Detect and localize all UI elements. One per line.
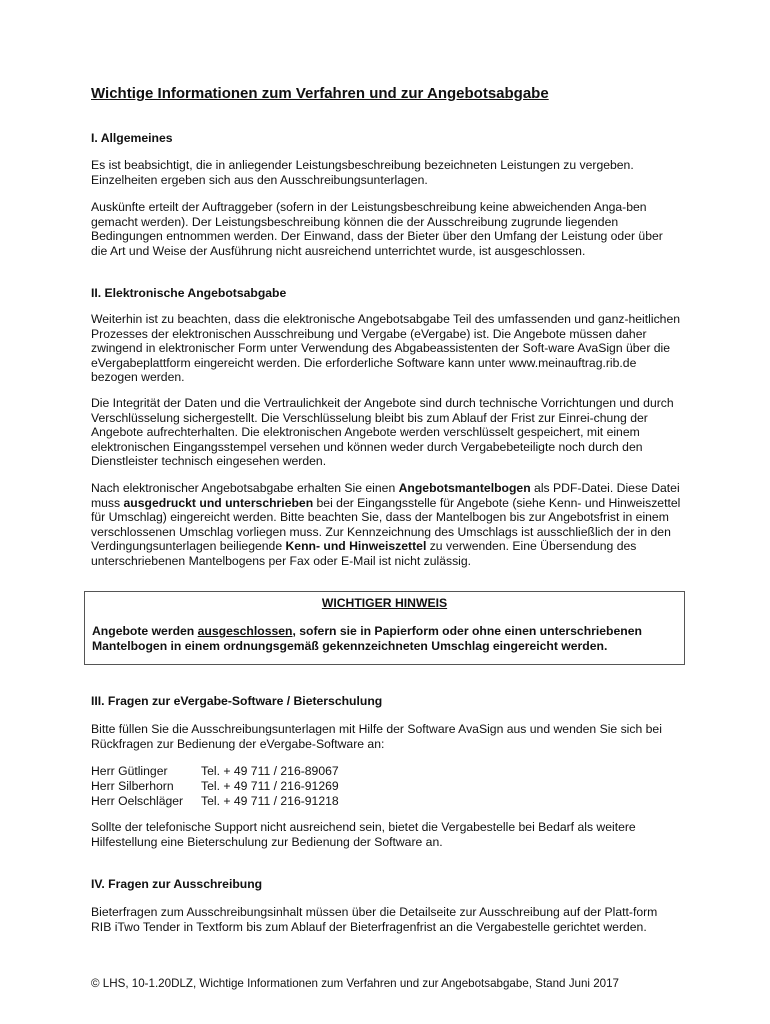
underlined-text: ausgeschlossen	[197, 624, 293, 638]
text-run: Nach elektronischer Angebotsabgabe erhalten Sie einen	[91, 481, 399, 495]
bold-text: Angebotsmantelbogen	[398, 481, 531, 495]
contact-row	[91, 764, 339, 779]
notice-text	[92, 624, 682, 653]
paragraph: Weiterhin ist zu beachten, dass die elektronische Angebotsabgabe Teil des umfassenden und ganz-heitlichen Prozesses der elektronischen Ausschreibung und Vergabe (eVergabe) ist. Die Angebote müssen daher zwingend in elektronischer Form unter Verwendung des Abgabeassistenten der Soft-ware AvaSign über die eVergabeplattform eingereicht werden. Die erforderliche Software kann unter www.meinauftrag.rib.de bezogen werden.	[91, 312, 680, 385]
section-heading-allgemeines: I. Allgemeines	[91, 131, 173, 145]
important-notice-box	[84, 591, 685, 665]
paragraph: Die Integrität der Daten und die Vertraulichkeit der Angebote sind durch technische Vorrichtungen und durch Verschlüsselung sichergestellt. Die Verschlüsselung bleibt bis zum Ablauf der Frist zur Einrei-chung der Angebote aufrechterhalten. Die elektronischen Angebote werden verschlüsselt gespeichert, mit einem elektronischen Eingangsstempel versehen und können weder durch Vergabebeteiligte noch durch den Dienstleister technisch eingesehen werden.	[91, 396, 674, 469]
contact-phone: Tel. + 49 711 / 216-89067	[201, 764, 339, 778]
contact-name: Herr Oelschläger	[91, 794, 184, 808]
text-run: , sofern sie in Papierform oder ohne einen unterschriebenen Mantelbogen in einem ordnungsgemäß gekennzeichneten Umschlag eingereicht werden.	[92, 624, 642, 653]
text-run: bei der Eingangsstelle für Angebote (siehe Kenn- und Hinweiszettel für Umschlag) eingereicht werden. Bitte beachten Sie, dass der Mantelbogen bis zur Angebotsfrist in einem verschlossenen Umschlag vorliegen muss. Zur Kennzeichnung des Umschlags ist ausschließlich der in den Verdingungsunterlagen beiliegende	[91, 495, 681, 554]
contact-phone: Tel. + 49 711 / 216-91269	[201, 779, 339, 793]
paragraph: Es ist beabsichtigt, die in anliegender Leistungsbeschreibung bezeichneten Leistungen zu vergeben. Einzelheiten ergeben sich aus den Ausschreibungsunterlagen.	[91, 158, 634, 187]
text-run: Angebote werden	[92, 624, 198, 638]
paragraph: Bieterfragen zum Ausschreibungsinhalt müssen über die Detailseite zur Ausschreibung auf der Platt-form RIB iTwo Tender in Textform bis zum Ablauf der Bieterfragenfrist an die Vergabestelle gerichtet werden.	[91, 905, 658, 934]
contact-row	[91, 794, 339, 809]
section-heading-fragen-ausschreibung: IV. Fragen zur Ausschreibung	[91, 877, 263, 891]
text-run: zu verwenden. Eine Übersendung des unterschriebenen Mantelbogens per Fax oder E-Mail ist nicht zulässig.	[91, 539, 637, 568]
document-title: Wichtige Informationen zum Verfahren und zur Angebotsabgabe	[91, 85, 549, 102]
contact-row	[91, 779, 339, 794]
contact-phone: Tel. + 49 711 / 216-91218	[201, 794, 339, 808]
text-run: als PDF-Datei. Diese Datei muss	[91, 481, 680, 510]
section-heading-fragen-evergabe: III. Fragen zur eVergabe-Software / Bieterschulung	[91, 694, 383, 708]
contact-list	[91, 764, 339, 809]
paragraph: Sollte der telefonische Support nicht ausreichend sein, bietet die Vergabestelle bei Bedarf als weitere Hilfestellung eine Bieterschulung zur Bedienung der Software an.	[91, 820, 636, 849]
contact-name: Herr Gütlinger	[91, 764, 168, 778]
contact-name: Herr Silberhorn	[91, 779, 174, 793]
notice-title: WICHTIGER HINWEIS	[321, 596, 448, 610]
paragraph-mantelbogen	[91, 481, 681, 569]
paragraph: Bitte füllen Sie die Ausschreibungsunterlagen mit Hilfe der Software AvaSign aus und wenden Sie sich bei Rückfragen zur Bedienung der eVergabe-Software an:	[91, 722, 662, 751]
paragraph: Auskünfte erteilt der Auftraggeber (sofern in der Leistungsbeschreibung keine abweichenden Anga-ben gemacht werden). Der Leistungsbeschreibung können die der Ausschreibung zugrunde liegenden Bedingungen entnommen werden. Der Einwand, dass der Bieter über den Umfang der Leistung oder über die Art und Weise der Ausführung nicht ausreichend unterrichtet wurde, ist ausgeschlossen.	[91, 200, 663, 258]
footer: © LHS, 10-1.20DLZ, Wichtige Informationen zum Verfahren und zur Angebotsabgabe, Stand Juni 2017	[91, 977, 620, 990]
bold-text: ausgedruckt und unterschrieben	[123, 495, 314, 510]
bold-text: Kenn- und Hinweiszettel	[285, 539, 427, 554]
section-heading-elektronische-angebotsabgabe: II. Elektronische Angebotsabgabe	[91, 286, 287, 300]
